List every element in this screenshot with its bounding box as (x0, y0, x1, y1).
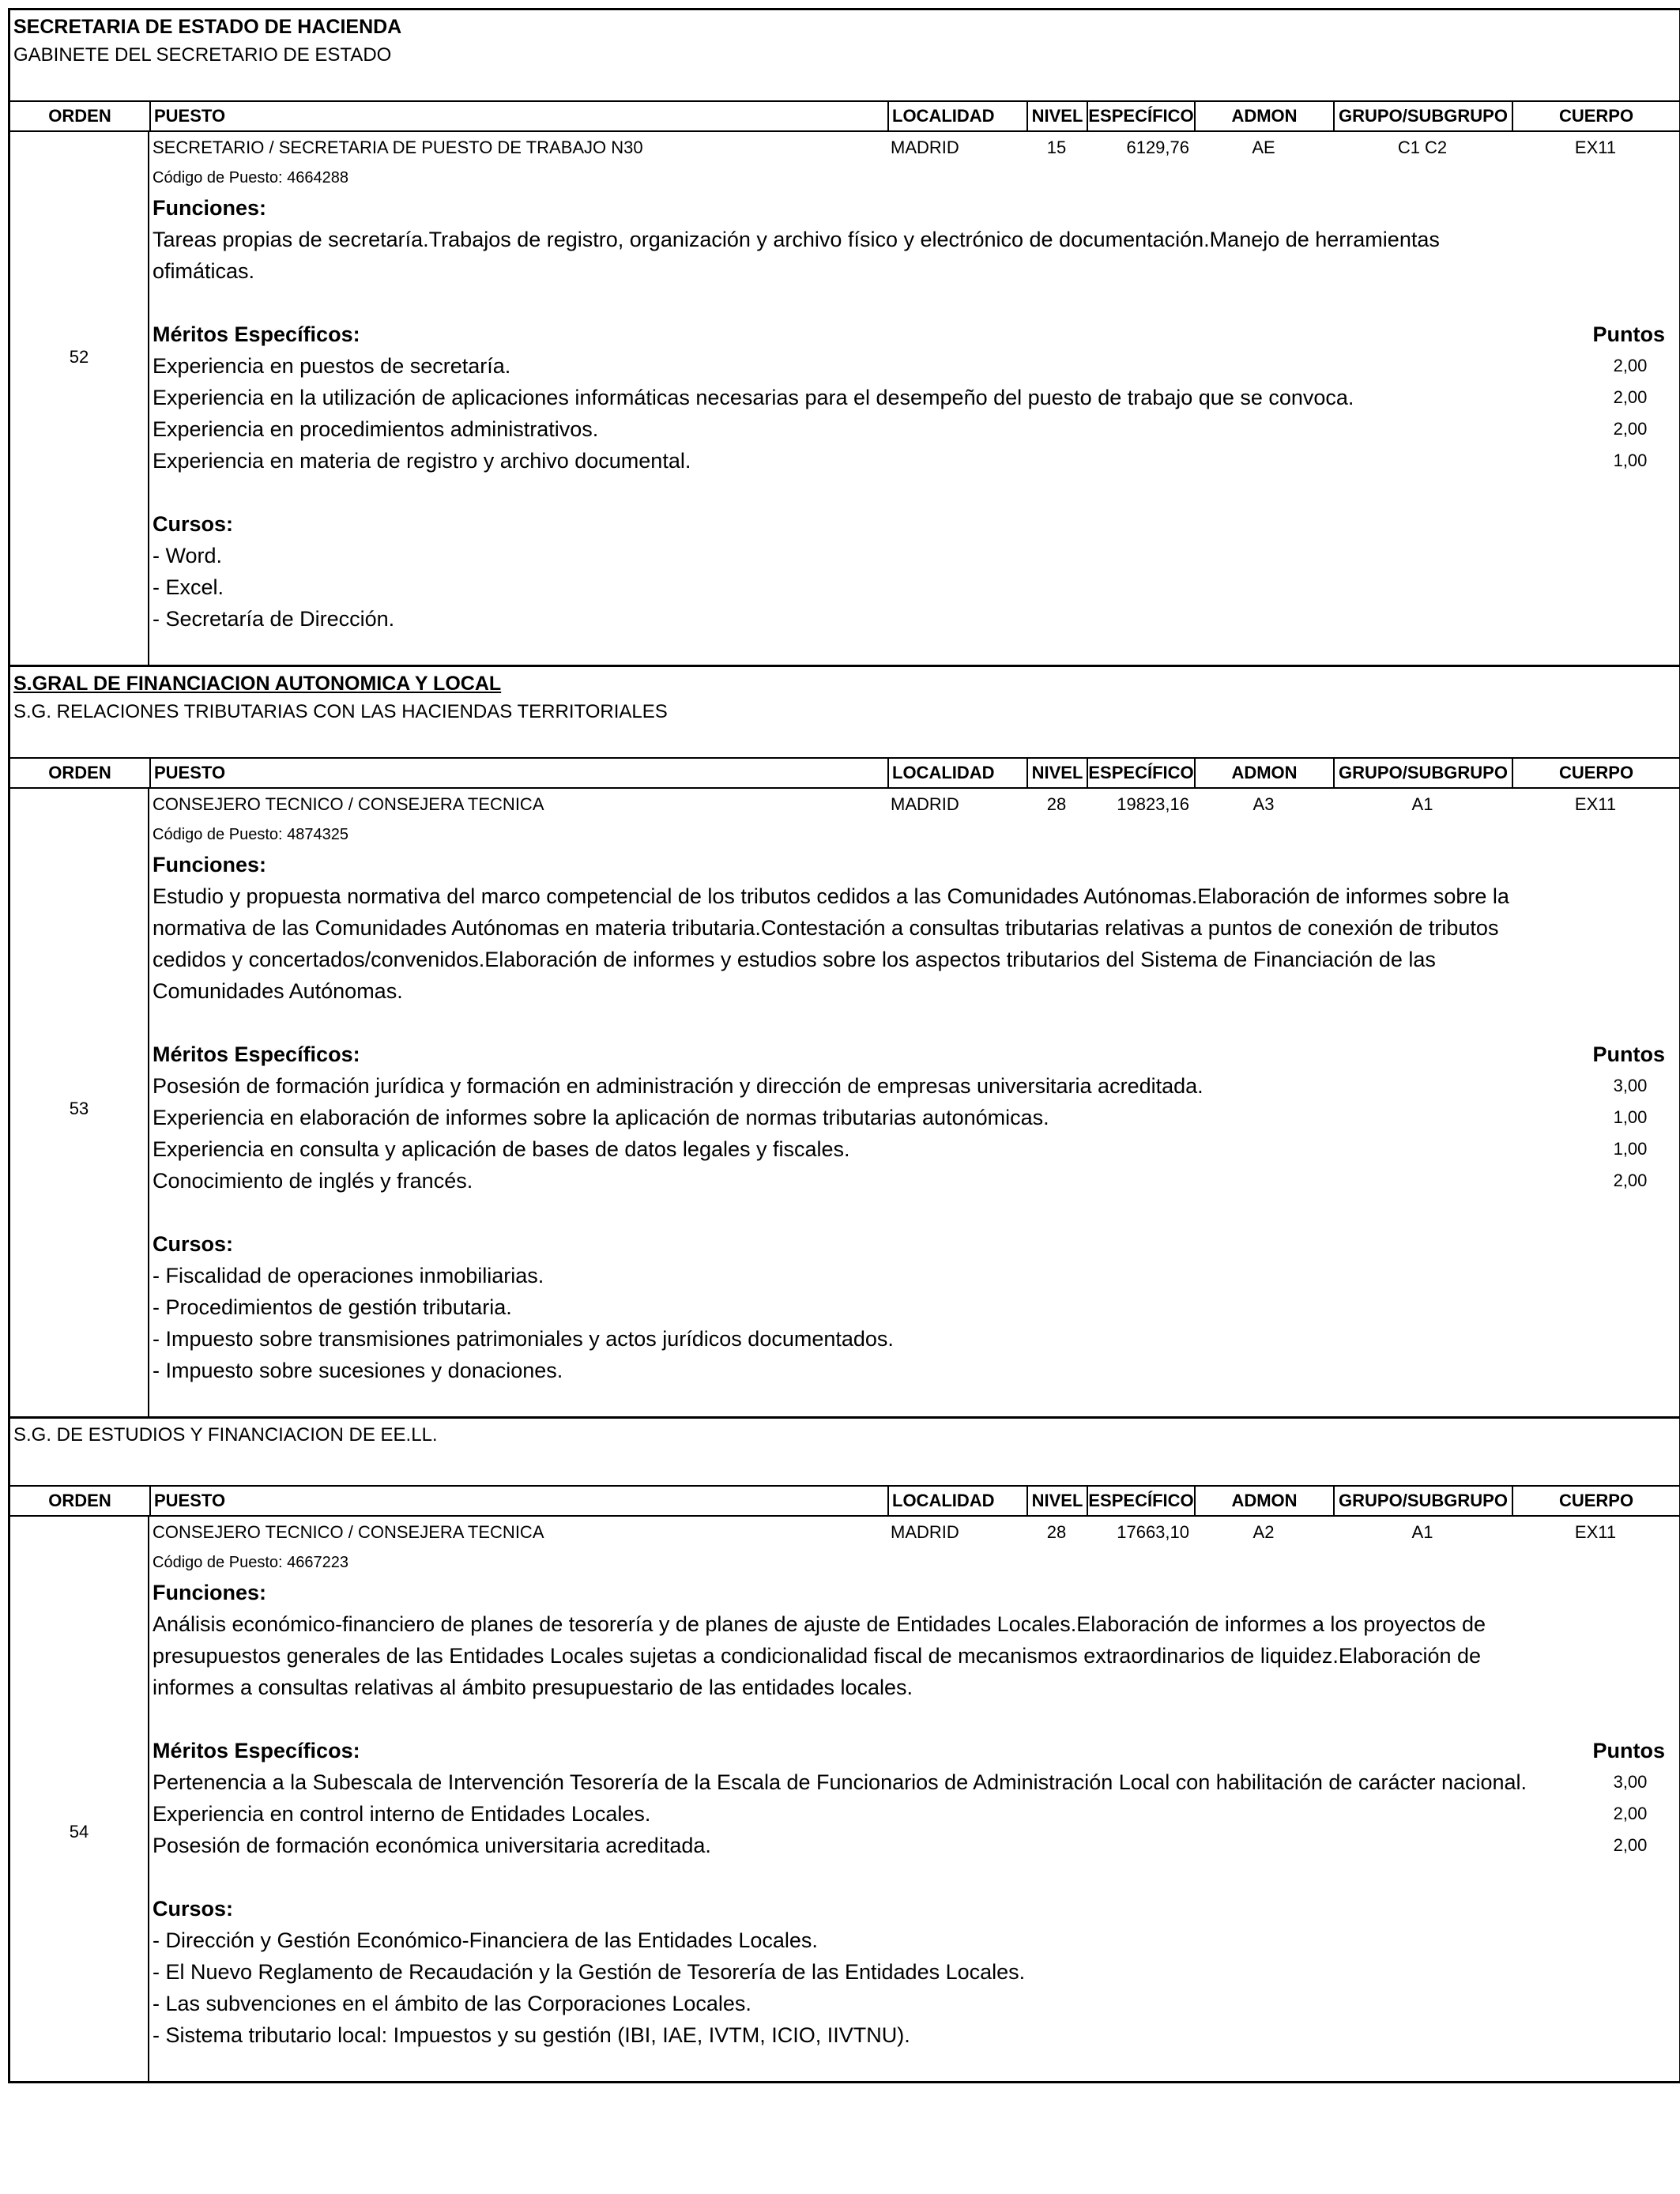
codigo-value: 4667223 (287, 1554, 348, 1571)
merito-puntos: 1,00 (1613, 450, 1648, 470)
merito-puntos: 3,00 (1613, 1772, 1648, 1792)
merito-puntos: 2,00 (1613, 1171, 1648, 1190)
meritos-header (153, 1735, 1679, 1766)
col-especifico: ESPECÍFICO (1087, 102, 1194, 130)
merito-item (153, 1830, 1679, 1861)
merito-text: Experiencia en control interno de Entidades Locales. (153, 1802, 651, 1826)
especifico-value: 17663,10 (1117, 1522, 1189, 1542)
puesto-value: SECRETARIO / SECRETARIA DE PUESTO DE TRABAJO N30 (153, 138, 643, 157)
col-nivel: NIVEL (1026, 102, 1087, 130)
merito-text: Posesión de formación económica universitaria acreditada. (153, 1834, 711, 1857)
nivel-value: 28 (1046, 794, 1067, 814)
cuerpo-value: EX11 (1574, 794, 1617, 814)
org-title: S.GRAL DE FINANCIACION AUTONOMICA Y LOCAL (13, 673, 502, 695)
col-admon: ADMON (1194, 1487, 1333, 1515)
curso-item: - Impuesto sobre sucesiones y donaciones. (153, 1359, 563, 1382)
column-header (10, 1485, 1679, 1517)
cursos-label: Cursos: (153, 1232, 234, 1256)
nivel-value: 15 (1046, 138, 1067, 157)
org-header (10, 1416, 1679, 1485)
meritos-header (153, 319, 1679, 350)
col-grupo: GRUPO/SUBGRUPO (1333, 759, 1512, 787)
codigo-puesto (153, 1548, 1679, 1577)
merito-text: Experiencia en materia de registro y archivo documental. (153, 449, 691, 473)
merito-puntos: 2,00 (1613, 419, 1648, 439)
localidad-value: MADRID (891, 794, 959, 814)
org-subtitle: GABINETE DEL SECRETARIO DE ESTADO (13, 44, 392, 66)
codigo-puesto (153, 820, 1679, 849)
merito-item (153, 1102, 1679, 1133)
codigo-label: Código de Puesto: (153, 169, 288, 187)
admon-value: AE (1252, 138, 1275, 157)
section-54 (10, 1416, 1679, 2081)
merito-text: Pertenencia a la Subescala de Intervención Tesorería de la Escala de Funcionarios de Administración Local con habilitación de carácter nacional. (153, 1770, 1527, 1794)
merito-puntos: 3,00 (1613, 1076, 1648, 1095)
document (8, 8, 1680, 2083)
curso-item: - Secretaría de Dirección. (153, 607, 395, 631)
funciones-text: Tareas propias de secretaría.Trabajos de registro, organización y archivo físico y electrónico de documentación.Manejo de herramientas ofimáticas. (153, 228, 1440, 283)
funciones-text: Análisis económico-financiero de planes de tesorería y de planes de ajuste de Entidades Locales.Elaboración de informes a los proyectos de presupuestos generales de las Entidades Locales sujetas a condicionalidad fiscal de mecanismos extraordinarios de liquidez.Elaboración de informes a consultas relativas al ámbito presupuestario de las entidades locales. (153, 1612, 1486, 1699)
post-summary (153, 1517, 1679, 1548)
column-header (10, 757, 1679, 789)
orden-number: 53 (69, 1099, 89, 1118)
merito-item (153, 382, 1679, 413)
orden-number: 54 (69, 1822, 89, 1842)
curso-item: - Excel. (153, 575, 224, 599)
codigo-value: 4664288 (287, 169, 348, 187)
col-puesto: PUESTO (149, 102, 887, 130)
post-content (149, 1517, 1679, 2081)
puntos-label: Puntos (1592, 322, 1665, 346)
col-orden: ORDEN (48, 106, 111, 126)
cursos-label: Cursos: (153, 1897, 234, 1921)
orden-cell (10, 132, 149, 665)
orden-cell (10, 1517, 149, 2081)
merito-puntos: 2,00 (1613, 356, 1648, 375)
merito-text: Posesión de formación jurídica y formación en administración y dirección de empresas universitaria acreditada. (153, 1074, 1203, 1098)
cuerpo-value: EX11 (1574, 138, 1617, 157)
admon-value: A3 (1252, 794, 1275, 814)
org-subtitle: S.G. RELACIONES TRIBUTARIAS CON LAS HACIENDAS TERRITORIALES (13, 701, 668, 722)
merito-item (153, 1165, 1679, 1197)
localidad-value: MADRID (891, 138, 959, 157)
col-admon: ADMON (1194, 759, 1333, 787)
merito-item (153, 350, 1679, 382)
col-nivel: NIVEL (1026, 759, 1087, 787)
merito-item (153, 445, 1679, 477)
merito-text: Experiencia en consulta y aplicación de bases de datos legales y fiscales. (153, 1137, 850, 1161)
merito-text: Experiencia en procedimientos administrativos. (153, 417, 599, 441)
puesto-value: CONSEJERO TECNICO / CONSEJERA TECNICA (153, 794, 544, 814)
meritos-header (153, 1039, 1679, 1070)
col-cuerpo: CUERPO (1512, 102, 1679, 130)
merito-text: Experiencia en puestos de secretaría. (153, 354, 511, 378)
curso-item: - Las subvenciones en el ámbito de las Corporaciones Locales. (153, 1992, 751, 2015)
codigo-value: 4874325 (287, 826, 348, 843)
org-header (10, 665, 1679, 757)
merito-text: Experiencia en elaboración de informes sobre la aplicación de normas tributarias autonómicas. (153, 1106, 1049, 1129)
codigo-puesto (153, 164, 1679, 192)
col-localidad: LOCALIDAD (887, 102, 1026, 130)
curso-item: - Sistema tributario local: Impuestos y su gestión (IBI, IAE, IVTM, ICIO, IIVTNU). (153, 2023, 910, 2047)
col-localidad: LOCALIDAD (887, 1487, 1026, 1515)
merito-item (153, 413, 1679, 445)
org-subtitle: S.G. DE ESTUDIOS Y FINANCIACION DE EE.LL. (13, 1424, 438, 1446)
grupo-value: A1 (1411, 1522, 1433, 1542)
column-header (10, 100, 1679, 132)
col-cuerpo: CUERPO (1512, 759, 1679, 787)
post-row (10, 132, 1679, 665)
curso-item: - Word. (153, 544, 223, 567)
puntos-label: Puntos (1592, 1739, 1665, 1762)
col-admon: ADMON (1194, 102, 1333, 130)
post-summary (153, 132, 1679, 164)
curso-item: - Impuesto sobre transmisiones patrimoniales y actos jurídicos documentados. (153, 1327, 894, 1351)
org-title: SECRETARIA DE ESTADO DE HACIENDA (13, 16, 402, 38)
codigo-label: Código de Puesto: (153, 1554, 288, 1571)
merito-puntos: 2,00 (1613, 1835, 1648, 1855)
section-53 (10, 665, 1679, 1416)
col-orden: ORDEN (48, 1491, 111, 1510)
org-header (10, 8, 1679, 100)
funciones-label: Funciones: (153, 1581, 267, 1604)
merito-puntos: 1,00 (1613, 1139, 1648, 1159)
col-nivel: NIVEL (1026, 1487, 1087, 1515)
meritos-label: Méritos Específicos: (153, 1739, 360, 1762)
admon-value: A2 (1252, 1522, 1275, 1542)
col-puesto: PUESTO (149, 1487, 887, 1515)
merito-puntos: 1,00 (1613, 1107, 1648, 1127)
col-especifico: ESPECÍFICO (1087, 1487, 1194, 1515)
merito-text: Conocimiento de inglés y francés. (153, 1169, 473, 1193)
merito-text: Experiencia en la utilización de aplicaciones informáticas necesarias para el desempeño del puesto de trabajo que se convoca. (153, 386, 1354, 409)
funciones-label: Funciones: (153, 196, 267, 220)
localidad-value: MADRID (891, 1522, 959, 1542)
merito-item (153, 1070, 1679, 1102)
grupo-value: C1 C2 (1397, 138, 1448, 157)
curso-item: - Dirección y Gestión Económico-Financiera de las Entidades Locales. (153, 1928, 818, 1952)
post-summary (153, 789, 1679, 820)
curso-item: - Procedimientos de gestión tributaria. (153, 1295, 512, 1319)
curso-item: - Fiscalidad de operaciones inmobiliarias. (153, 1264, 544, 1287)
merito-item (153, 1133, 1679, 1165)
puntos-label: Puntos (1592, 1042, 1665, 1066)
merito-item (153, 1766, 1679, 1798)
especifico-value: 19823,16 (1117, 794, 1189, 814)
nivel-value: 28 (1046, 1522, 1067, 1542)
codigo-label: Código de Puesto: (153, 826, 288, 843)
meritos-label: Méritos Específicos: (153, 322, 360, 346)
cuerpo-value: EX11 (1574, 1522, 1617, 1542)
post-row (10, 789, 1679, 1416)
cursos-label: Cursos: (153, 512, 234, 536)
col-grupo: GRUPO/SUBGRUPO (1333, 102, 1512, 130)
section-52 (10, 8, 1679, 665)
orden-cell (10, 789, 149, 1416)
funciones-label: Funciones: (153, 853, 267, 876)
especifico-value: 6129,76 (1126, 138, 1189, 157)
meritos-label: Méritos Específicos: (153, 1042, 360, 1066)
col-puesto: PUESTO (149, 759, 887, 787)
col-especifico: ESPECÍFICO (1087, 759, 1194, 787)
curso-item: - El Nuevo Reglamento de Recaudación y la Gestión de Tesorería de las Entidades Locales. (153, 1960, 1026, 1984)
col-grupo: GRUPO/SUBGRUPO (1333, 1487, 1512, 1515)
grupo-value: A1 (1411, 794, 1433, 814)
post-content (149, 132, 1679, 665)
col-orden: ORDEN (48, 763, 111, 782)
merito-puntos: 2,00 (1613, 387, 1648, 407)
funciones-text: Estudio y propuesta normativa del marco competencial de los tributos cedidos a las Comunidades Autónomas.Elaboración de informes sobre la normativa de las Comunidades Autónomas en materia tributaria.Contestación a consultas tributarias relativas a puntos de conexión de tributos cedidos y concertados/convenidos.Elaboración de informes y estudios sobre los aspectos tributarios del Sistema de Financiación de las Comunidades Autónomas. (153, 884, 1509, 1003)
post-content (149, 789, 1679, 1416)
orden-number: 52 (69, 347, 89, 367)
col-localidad: LOCALIDAD (887, 759, 1026, 787)
col-cuerpo: CUERPO (1512, 1487, 1679, 1515)
puesto-value: CONSEJERO TECNICO / CONSEJERA TECNICA (153, 1522, 544, 1542)
post-row (10, 1517, 1679, 2081)
merito-item (153, 1798, 1679, 1830)
merito-puntos: 2,00 (1613, 1804, 1648, 1823)
